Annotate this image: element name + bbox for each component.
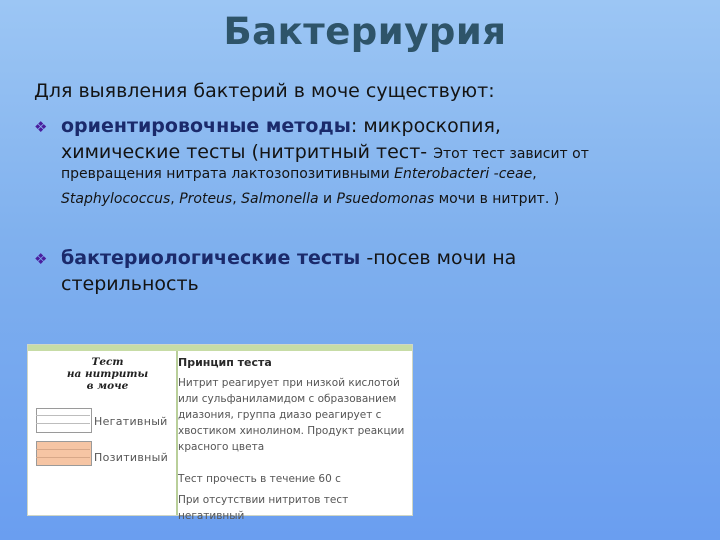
and-word: и <box>318 191 337 208</box>
organism-proteus: Proteus <box>179 191 233 208</box>
caption-line-3: в моче <box>86 380 129 393</box>
figure-left-panel <box>28 345 178 515</box>
bullet-orientation-methods <box>34 114 674 214</box>
figure-time-note: Тест прочесть в течение 60 с <box>178 473 341 485</box>
sep-2: , <box>232 191 242 208</box>
negative-swatch-lines <box>36 408 90 431</box>
negative-label: Негативный <box>94 415 168 428</box>
term-bacteriological-tests: бактериологические тесты <box>61 247 361 269</box>
figure-right-panel <box>178 351 408 522</box>
figure-paragraph: Нитрит реагирует при низкой кислотой или сульфаниламидом с образованием диазония, группа диазо реагирует с хвостиком хинолином. Продукт реакции красного цвета <box>178 377 405 453</box>
caption-line-1: Тест <box>91 356 124 368</box>
sep-1: , <box>170 191 180 208</box>
bullet1-line3-end: , <box>532 166 537 183</box>
bullet1-line2-main: химические тесты (нитритный тест- <box>61 140 434 163</box>
diamond-bullet-icon: ❖ <box>34 250 48 268</box>
intro-text: Для выявления бактерий в моче существуют: <box>34 80 495 102</box>
figure-caption <box>60 356 155 392</box>
bullet2-rest: -посев мочи на <box>360 247 517 269</box>
organism-psuedomonas: Psuedomonas <box>336 191 435 208</box>
organism-staphylococcus: Staphylococcus <box>61 191 171 208</box>
term-orientation-methods: ориентировочные методы <box>61 115 351 137</box>
positive-swatch-lines <box>36 441 90 464</box>
figure-heading: Принцип теста <box>178 356 272 369</box>
bullet2-line2: стерильность <box>61 272 199 295</box>
bullet1-line3-italic: Enterobacteri -ceae <box>394 166 533 183</box>
bullet1-line4-end: мочи в нитрит. ) <box>434 191 560 208</box>
nitrite-test-figure <box>27 344 413 522</box>
organism-salmonella: Salmonella <box>241 191 319 208</box>
bullet1-line2-small: Этот тест зависит от <box>433 145 589 162</box>
positive-label: Позитивный <box>94 451 169 464</box>
diamond-bullet-icon: ❖ <box>34 118 48 136</box>
bullet-bacteriological-tests <box>34 246 674 297</box>
caption-line-2: на нитриты <box>66 368 149 381</box>
bullet1-line3-text: превращения нитрата лактозопозитивными <box>61 166 395 183</box>
figure-negative-note: При отсутствии нитритов тест негативный <box>178 494 349 522</box>
slide-title: Бактериурия <box>223 10 507 53</box>
bullet1-line1-rest: : микроскопия, <box>350 115 501 137</box>
